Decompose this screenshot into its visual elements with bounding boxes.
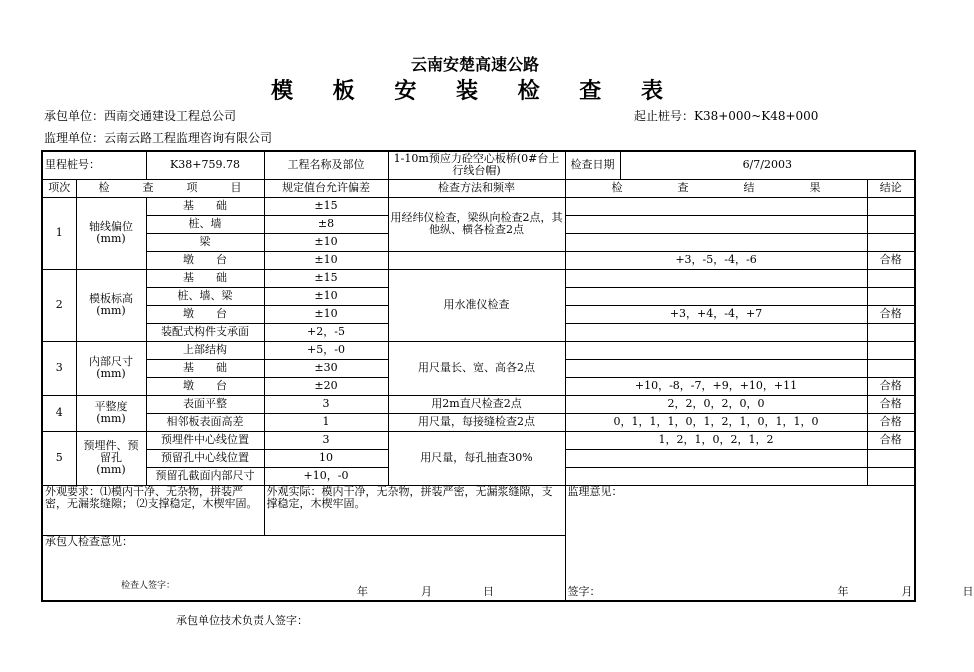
project-label: 工程名称及部位 [264,151,388,179]
sub-item: 梁 [146,233,264,251]
conclusion [867,197,915,215]
method: 用尺量，每孔抽查30% [388,431,565,485]
tolerance: ±10 [264,287,388,305]
conclusion [867,269,915,287]
col-method: 检查方法和频率 [388,179,565,197]
conclusion: 合格 [867,377,915,395]
supervision-month: 月 [901,585,913,598]
conclusion [867,467,915,485]
sub-item: 墩 台 [146,305,264,323]
tolerance: ±15 [264,197,388,215]
contractor-opinion-cell [42,535,565,601]
tolerance: ±10 [264,233,388,251]
col-no: 项次 [42,179,76,197]
tolerance: 1 [264,413,388,431]
result: 1，2，1，0，2，1，2 [565,431,867,449]
result [565,269,867,287]
group-name: 模板标高 (mm) [76,269,146,341]
group-no: 2 [42,269,76,341]
supervision-opinion-cell [565,484,974,601]
tolerance: 3 [264,431,388,449]
result [565,287,867,305]
contractor-label: 承包单位：西南交通建设工程总公司 [44,109,237,123]
result [565,449,867,467]
method: 用尺量，每接缝检查2点 [388,413,565,431]
contractor-opinion-label: 承包人检查意见： [45,534,133,548]
supervision-sign: 签字： [567,585,601,598]
sub-item: 桩、墙、梁 [146,287,264,305]
appearance-actual: 外观实际：模内干净，无杂物，拼装严密，无漏浆缝隙，支撑稳定，木楔牢固。 [264,485,565,535]
contractor-month: 月 [421,585,432,598]
result: +3，+4，-4，+7 [565,305,867,323]
method: 用尺量长、宽、高各2点 [388,341,565,395]
conclusion: 合格 [867,413,915,431]
station-range: 起止桩号：K38+000~K48+000 [634,109,819,123]
conclusion [867,341,915,359]
conclusion: 合格 [867,431,915,449]
result [565,341,867,359]
conclusion [867,449,915,467]
sub-item: 上部结构 [146,341,264,359]
conclusion: 合格 [867,395,915,413]
group-no: 1 [42,197,76,269]
station-label: 里程桩号： [42,151,146,179]
method: 用水准仪检查 [388,269,565,341]
sub-item: 基 础 [146,197,264,215]
result: 0，1，1，1，0，1，2，1，0，1，1，0 [565,413,867,431]
tolerance: +10，-0 [264,467,388,485]
tolerance: ±20 [264,377,388,395]
method: 用经纬仪检查，梁纵向检查2点，其他纵、横各检查2点 [388,197,565,251]
project-value: 1-10m预应力砼空心板桥(0#台上行线台帽) [388,151,565,179]
result [565,215,867,233]
group-name: 内部尺寸 (mm) [76,341,146,395]
col-result: 检 查 结 果 [565,179,867,197]
tolerance: ±30 [264,359,388,377]
sub-item: 预埋件中心线位置 [146,431,264,449]
conclusion [867,287,915,305]
tolerance: 10 [264,449,388,467]
supervisor-label: 监理单位：云南云路工程监理咨询有限公司 [44,131,273,145]
tolerance: ±8 [264,215,388,233]
result [565,197,867,215]
sub-item: 桩、墙 [146,215,264,233]
result: +10，-8，-7，+9，+10，+11 [565,377,867,395]
group-no: 3 [42,341,76,395]
result [565,323,867,341]
sub-item: 基 础 [146,269,264,287]
tech-lead-sign: 承包单位技术负责人签字： [176,614,308,627]
method-empty [388,251,565,269]
station-value: K38+759.78 [146,151,264,179]
group-no: 5 [42,431,76,485]
result: +3，-5，-4，-6 [565,251,867,269]
group-name: 平整度 (mm) [76,395,146,431]
result: 2，2，0，2，0，0 [565,395,867,413]
conclusion: 合格 [867,251,915,269]
conclusion [867,359,915,377]
supervision-day: 日 [962,585,974,598]
inspection-table [41,150,974,602]
date-value: 6/7/2003 [620,151,915,179]
sub-item: 墩 台 [146,377,264,395]
date-label: 检查日期 [565,151,620,179]
tolerance: 3 [264,395,388,413]
inspector-sign: 检查人签字： [121,581,176,591]
conclusion [867,323,915,341]
sub-item: 相邻板表面高差 [146,413,264,431]
contractor-day: 日 [483,585,494,598]
conclusion: 合格 [867,305,915,323]
result [565,467,867,485]
col-item: 检 查 项 目 [76,179,264,197]
appearance-requirement: 外观要求：⑴模内干净、无杂物，拼装严密，无漏浆缝隙； ⑵支撑稳定，木楔牢固。 [42,485,264,535]
sub-item: 表面平整 [146,395,264,413]
group-name: 轴线偏位 (mm) [76,197,146,269]
tolerance: ±10 [264,251,388,269]
sub-item: 预留孔截面内部尺寸 [146,467,264,485]
document-title: 云南安楚高速公路 [410,55,539,74]
contractor-year: 年 [357,585,368,598]
sub-item: 基 础 [146,359,264,377]
sub-item: 预留孔中心线位置 [146,449,264,467]
supervision-year: 年 [837,585,849,598]
sub-item: 墩 台 [146,251,264,269]
group-name: 预埋件、预留孔 (mm) [76,431,146,485]
tolerance: ±15 [264,269,388,287]
sub-item: 装配式构件支承面 [146,323,264,341]
result [565,233,867,251]
group-no: 4 [42,395,76,431]
conclusion [867,233,915,251]
col-tolerance: 规定值台允许偏差 [264,179,388,197]
tolerance: +2，-5 [264,323,388,341]
tolerance: +5，-0 [264,341,388,359]
conclusion [867,215,915,233]
col-conclusion: 结论 [867,179,915,197]
result [565,359,867,377]
supervision-opinion-label: 监理意见： [567,484,623,498]
method: 用2m直尺检查2点 [388,395,565,413]
tolerance: ±10 [264,305,388,323]
form-title: 模 板 安 装 检 查 表 [271,78,679,104]
